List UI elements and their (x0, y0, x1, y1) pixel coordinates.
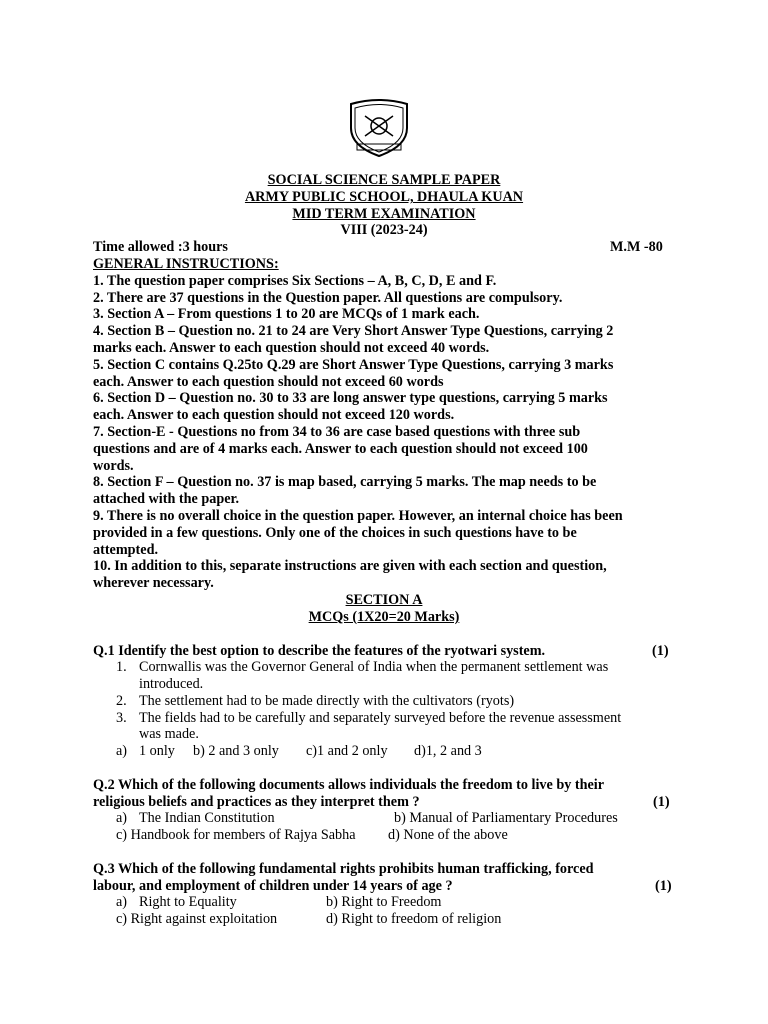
section-a-title: SECTION A (345, 592, 423, 608)
option-a-label: a) (116, 810, 128, 826)
instruction-line: 10. In addition to this, separate instructions are given with each section and question, (93, 558, 607, 574)
option-b: b) Manual of Parliamentary Procedures (394, 810, 618, 826)
instruction-line: 4. Section B – Question no. 21 to 24 are Very Short Answer Type Questions, carrying 2 (93, 323, 614, 339)
instruction-line: 9. There is no overall choice in the question paper. However, an internal choice has been (93, 508, 623, 524)
instructions-heading: GENERAL INSTRUCTIONS: (93, 256, 279, 272)
question-1-marks: (1) (652, 643, 669, 659)
exam-name: MID TERM EXAMINATION (292, 206, 476, 222)
statement-text: introduced. (139, 676, 204, 692)
statement-number: 2. (116, 693, 127, 709)
instruction-line: 2. There are 37 questions in the Question paper. All questions are compulsory. (93, 290, 563, 306)
instruction-line: each. Answer to each question should not exceed 60 words (93, 374, 444, 390)
statement-number: 1. (116, 659, 127, 675)
school-crest-logo (347, 98, 411, 158)
instruction-line: attached with the paper. (93, 491, 240, 507)
instruction-line: 7. Section-E - Questions no from 34 to 36 are case based questions with three sub (93, 424, 581, 440)
option-d: d) None of the above (388, 827, 508, 843)
option-a: Right to Equality (139, 894, 237, 910)
instruction-line: provided in a few questions. Only one of the choices in such questions have to be (93, 525, 577, 541)
statement-number: 3. (116, 710, 127, 726)
statement-text: Cornwallis was the Governor General of India when the permanent settlement was (139, 659, 609, 675)
question-3-text: Q.3 Which of the following fundamental rights prohibits human trafficking, forced (93, 861, 594, 877)
option-c: c) Handbook for members of Rajya Sabha (116, 827, 356, 843)
question-1-text: Q.1 Identify the best option to describe the features of the ryotwari system. (93, 643, 546, 659)
option-a: The Indian Constitution (139, 810, 275, 826)
statement-text: The fields had to be carefully and separately surveyed before the revenue assessment (139, 710, 622, 726)
instruction-line: marks each. Answer to each question should not exceed 40 words. (93, 340, 490, 356)
class-year: VIII (2023-24) (340, 222, 428, 238)
instruction-line: 3. Section A – From questions 1 to 20 are MCQs of 1 mark each. (93, 306, 480, 322)
statement-text: The settlement had to be made directly with the cultivators (ryots) (139, 693, 515, 709)
instruction-line: questions and are of 4 marks each. Answer to each question should not exceed 100 (93, 441, 588, 457)
paper-title: SOCIAL SCIENCE SAMPLE PAPER (267, 172, 501, 188)
question-3-marks: (1) (655, 878, 672, 894)
instruction-line: attempted. (93, 542, 159, 558)
instruction-line: 5. Section C contains Q.25to Q.29 are Short Answer Type Questions, carrying 3 marks (93, 357, 614, 373)
option-d: d) Right to freedom of religion (326, 911, 502, 927)
instruction-line: 8. Section F – Question no. 37 is map based, carrying 5 marks. The map needs to be (93, 474, 597, 490)
section-a-subtitle: MCQs (1X20=20 Marks) (308, 609, 460, 625)
time-allowed: Time allowed :3 hours (93, 239, 228, 255)
question-2-text: Q.2 Which of the following documents allows individuals the freedom to live by their (93, 777, 605, 793)
option-c: c) Right against exploitation (116, 911, 278, 927)
option-d: d)1, 2 and 3 (414, 743, 482, 759)
option-b: b) Right to Freedom (326, 894, 442, 910)
option-b: b) 2 and 3 only (193, 743, 279, 759)
question-2-marks: (1) (653, 794, 670, 810)
option-a-label: a) (116, 743, 128, 759)
question-3-text: labour, and employment of children under 14 years of age ? (93, 878, 453, 894)
instruction-line: 6. Section D – Question no. 30 to 33 are long answer type questions, carrying 5 marks (93, 390, 608, 406)
instruction-line: 1. The question paper comprises Six Sections – A, B, C, D, E and F. (93, 273, 497, 289)
question-2-text: religious beliefs and practices as they interpret them ? (93, 794, 420, 810)
school-name: ARMY PUBLIC SCHOOL, DHAULA KUAN (244, 189, 524, 205)
instruction-line: wherever necessary. (93, 575, 214, 591)
instruction-line: each. Answer to each question should not exceed 120 words. (93, 407, 455, 423)
option-a: 1 only (139, 743, 175, 759)
max-marks: M.M -80 (610, 239, 663, 255)
option-a-label: a) (116, 894, 128, 910)
option-c: c)1 and 2 only (306, 743, 388, 759)
statement-text: was made. (139, 726, 199, 742)
instruction-line: words. (93, 458, 134, 474)
